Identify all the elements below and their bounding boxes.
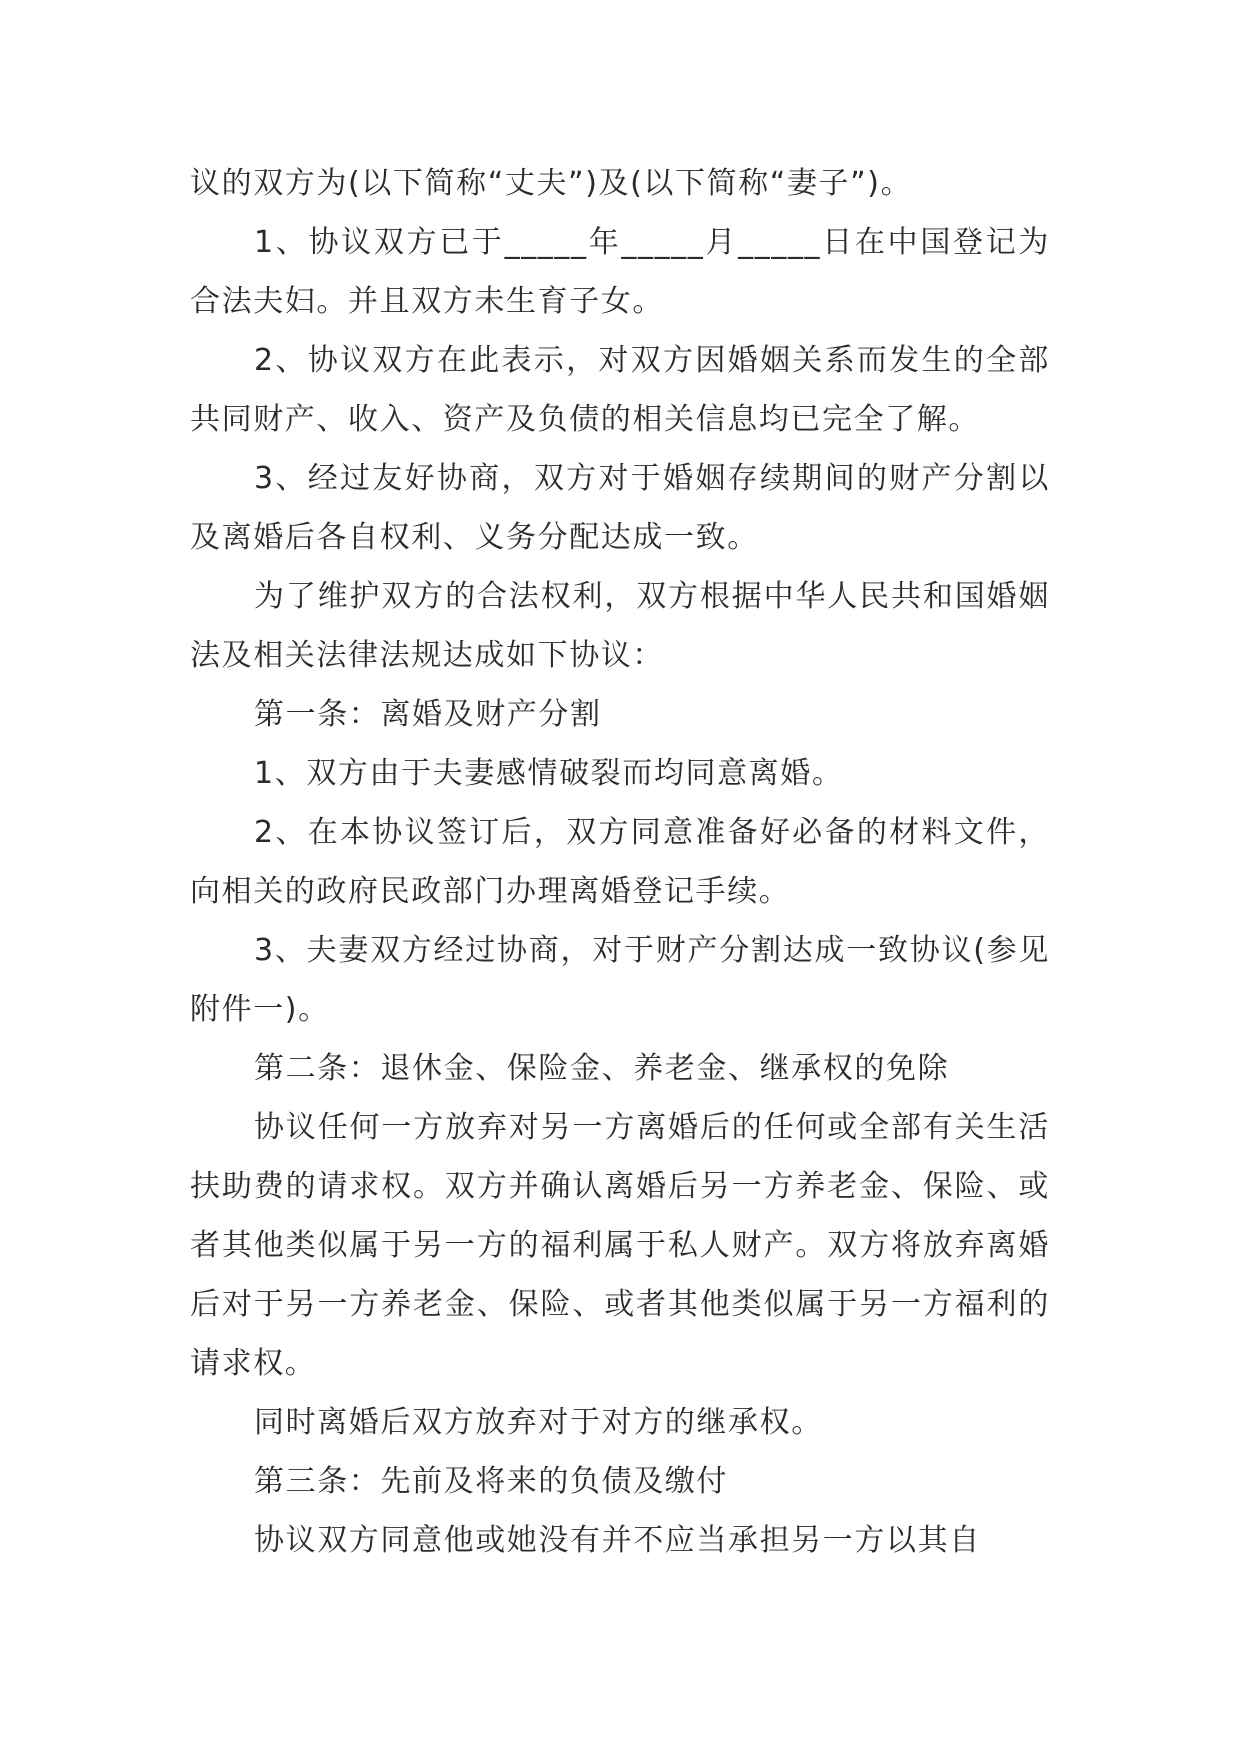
article-one-clause-2: 2、在本协议签订后，双方同意准备好必备的材料文件，向相关的政府民政部门办理离婚登记手续。 <box>190 815 1050 909</box>
article-two-inheritance: 同时离婚后双方放弃对于对方的继承权。 <box>254 1405 823 1440</box>
article-two-heading: 第二条：退休金、保险金、养老金、继承权的免除 <box>254 1051 950 1086</box>
article-three-heading: 第三条：先前及将来的负债及缴付 <box>254 1464 728 1499</box>
article-one-clause-1: 1、双方由于夫妻感情破裂而均同意离婚。 <box>254 756 844 791</box>
article-one-heading: 第一条：离婚及财产分割 <box>254 697 602 732</box>
article-two-waiver: 协议任何一方放弃对另一方离婚后的任何或全部有关生活扶助费的请求权。双方并确认离婚后另一方养老金、保险、或者其他类似属于另一方的福利属于私人财产。双方将放弃离婚后对于另一方养老金、保险、或者其他类似属于另一方福利的请求权。 <box>190 1110 1050 1381</box>
paragraph-property-disclosure: 2、协议双方在此表示，对双方因婚姻关系而发生的全部共同财产、收入、资产及负债的相关信息均已完全了解。 <box>190 343 1050 437</box>
paragraph-parties: 议的双方为(以下简称“丈夫”)及(以下简称“妻子”)。 <box>190 166 913 201</box>
document-body <box>190 154 1050 1570</box>
article-one-clause-3: 3、夫妻双方经过协商，对于财产分割达成一致协议(参见附件一)。 <box>190 933 1050 1027</box>
paragraph-agreement-reached: 3、经过友好协商，双方对于婚姻存续期间的财产分割以及离婚后各自权利、义务分配达成一致。 <box>190 461 1050 555</box>
paragraph-legal-basis: 为了维护双方的合法权利，双方根据中华人民共和国婚姻法及相关法律法规达成如下协议： <box>190 579 1050 673</box>
paragraph-marriage-registration: 1、协议双方已于_____年_____月_____日在中国登记为合法夫妇。并且双方未生育子女。 <box>190 225 1050 319</box>
article-three-clause: 协议双方同意他或她没有并不应当承担另一方以其自 <box>254 1523 981 1558</box>
